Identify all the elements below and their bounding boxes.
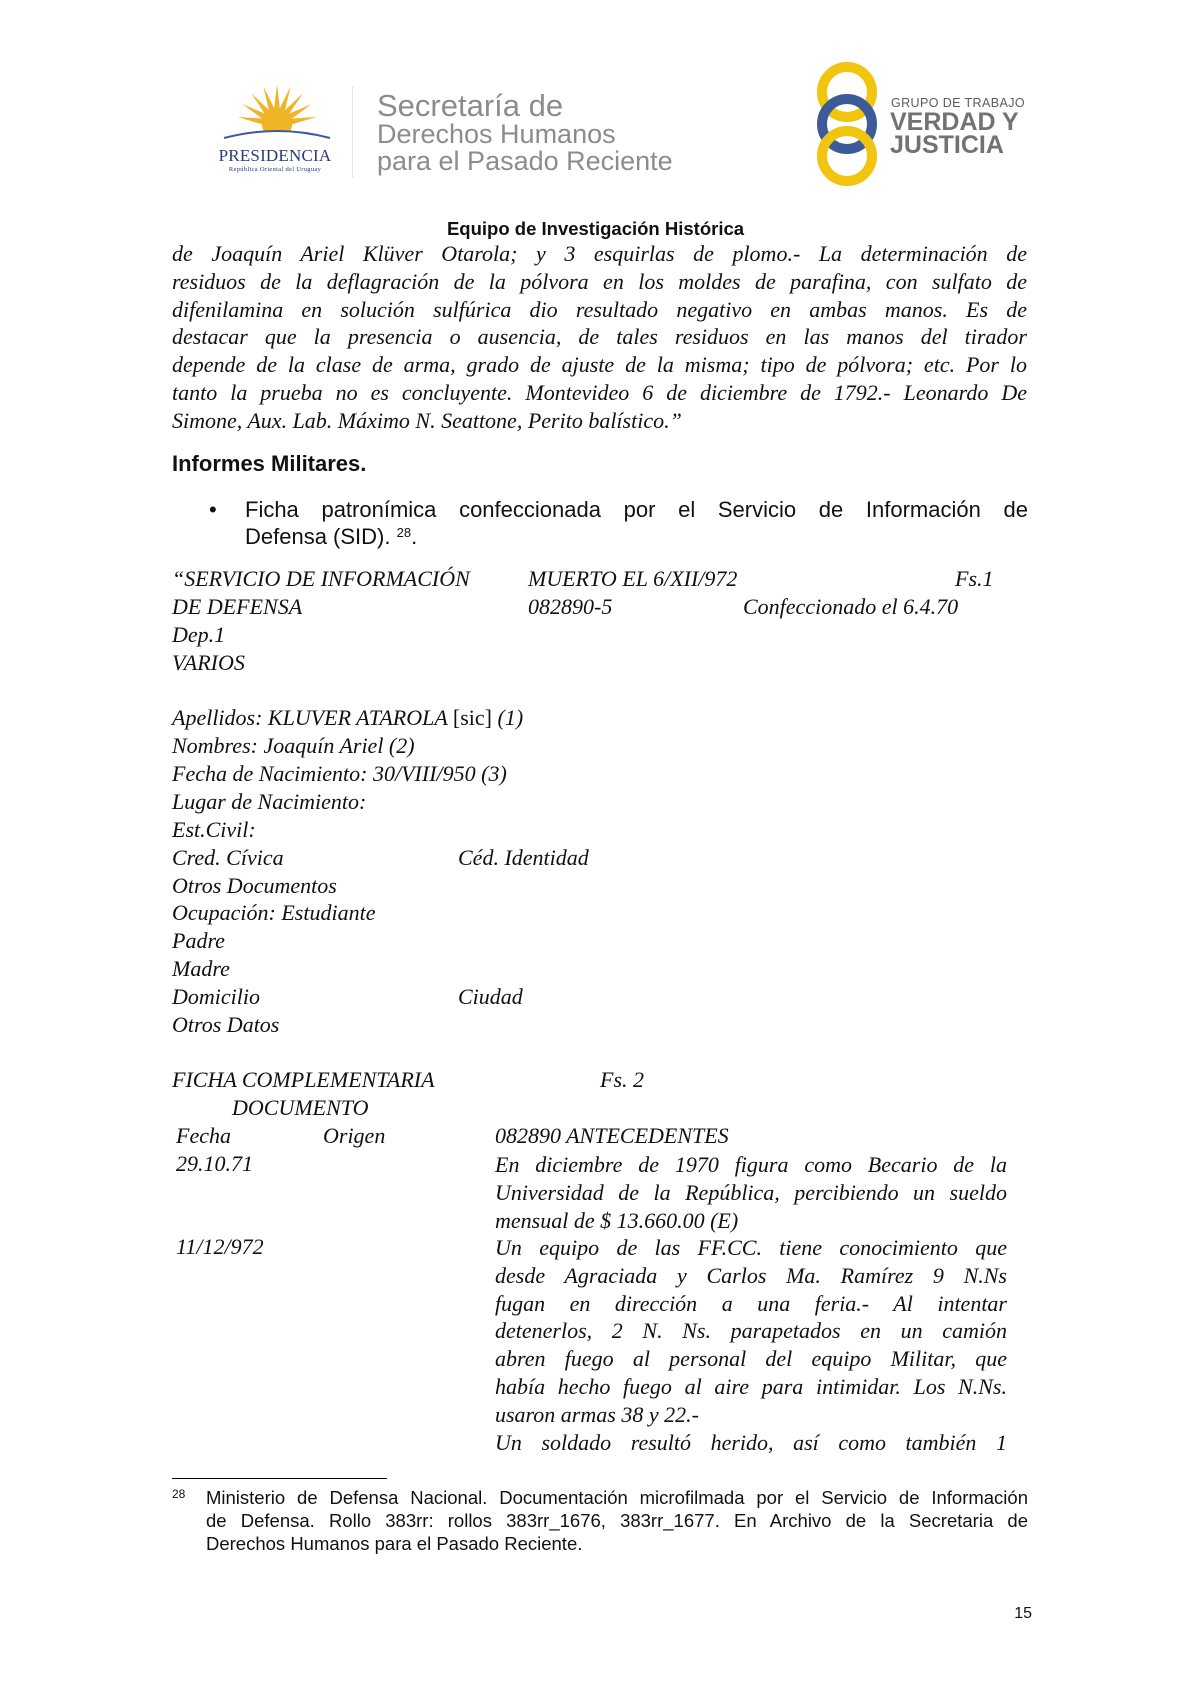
quote-line: tanto la prueba no es concluyente. Montevideo 6 de diciembre de 1792.- Leonardo De [172,379,1027,405]
bullet-end: . [411,524,418,549]
quote-line: residuos de la deflagración de la pólvora en los moldes de parafina, con sulfato de [172,268,1027,294]
ficha-ocupacion: Ocupación: Estudiante [172,900,376,925]
entry-line: desde Agraciada y Carlos Ma. Ramírez 9 N.Ns [495,1262,1007,1288]
sun-emblem-icon [222,80,332,148]
quote-line: depende de la clase de arma, grado de ajuste de la misma; tipo de pólvora; etc. Por lo [172,352,1027,378]
footnote-ref[interactable]: 28 [396,525,412,540]
ficha-apellidos [172,705,523,731]
entry-line: En diciembre de 1970 figura como Becario de la [495,1152,1007,1177]
ficha-header-line-2: DE DEFENSA [172,594,303,619]
ficha-nombres: Nombres: Joaquín Ariel (2) [172,733,415,758]
verdad-label: VERDAD Y [890,108,1019,136]
ficha-number: 082890-5 [528,594,613,619]
justicia-label: JUSTICIA [890,131,1004,159]
ficha-lugar: Lugar de Nacimiento: [172,789,367,814]
secretaria-line-2: Derechos Humanos [377,119,616,149]
footnote-line: Ministerio de Defensa Nacional. Documentación microfilmada por el Servicio de Información [206,1487,1028,1508]
column-header-antecedentes: 082890 ANTECEDENTES [495,1123,729,1148]
entry-line: Universidad de la República, percibiendo un sueldo [495,1179,1007,1205]
ficha-header-line-3: Dep.1 [172,622,226,647]
entry-line: Un equipo de las FF.CC. tiene conocimiento que [495,1235,1007,1260]
quote-line: de Joaquín Ariel Klüver Otarola; y 3 esquirlas de plomo.- La determinación de [172,241,1027,266]
quote-line: destacar que la presencia o ausencia, de tales residuos en las manos del tirador [172,324,1027,350]
ficha-header-line-1: “SERVICIO DE INFORMACIÓN [172,566,470,591]
ficha-domicilio: Domicilio [172,984,260,1009]
apellidos-text: Apellidos: KLUVER ATAROLA [172,705,453,730]
ficha-otrosdatos: Otros Datos [172,1012,280,1037]
footnote-line: Derechos Humanos para el Pasado Reciente. [206,1533,583,1554]
team-title: Equipo de Investigación Histórica [446,218,745,239]
quote-paragraph [172,240,1027,435]
quote-line: Simone, Aux. Lab. Máximo N. Seattone, Perito balístico.” [172,407,682,433]
footnote-number: 28 [172,1487,186,1501]
secretaria-line-3: para el Pasado Reciente [377,146,673,176]
ficha-muerto: MUERTO EL 6/XII/972 [528,566,738,591]
grupo-trabajo-label: GRUPO DE TRABAJO [891,96,1025,110]
ficha-fs: Fs.1 [955,566,994,591]
complementaria-title: FICHA COMPLEMENTARIA [172,1067,435,1092]
entry-fecha: 11/12/972 [176,1234,264,1259]
ficha-ciudad: Ciudad [458,984,523,1009]
footnote-separator [172,1478,387,1479]
complementaria-fs: Fs. 2 [600,1067,644,1092]
ficha-estcivil: Est.Civil: [172,817,256,842]
secretaria-line-1: Secretaría de [377,88,564,123]
entry-antecedentes [495,1234,1007,1456]
column-header-fecha: Fecha [176,1123,231,1148]
ficha-credcivica: Cred. Cívica [172,845,284,870]
footnote-text [206,1486,1028,1555]
ficha-confeccionado: Confeccionado el 6.4.70 [743,594,959,619]
entry-line: Un soldado resultó herido, así como también 1 [495,1429,1007,1455]
section-heading: Informes Militares. [172,451,367,476]
entry-line: detenerlos, 2 N. Ns. parapetados en un camión [495,1318,1007,1344]
ficha-otrosdoc: Otros Documentos [172,873,337,898]
entry-line: fugan en dirección a una feria.- Al intentar [495,1290,1007,1316]
bullet-text-line-2 [245,524,417,550]
entry-line: había hecho fuego al aire para intimidar. Los N.Ns. [495,1373,1007,1399]
ficha-cedula: Céd. Identidad [458,845,589,870]
footnote-line: de Defensa. Rollo 383rr: rollos 383rr_1676, 383rr_1677. En Archivo de la Secretaria de [206,1510,1028,1531]
ficha-madre: Madre [172,956,230,981]
complementaria-documento: DOCUMENTO [232,1095,369,1120]
entry-line: usaron armas 38 y 22.- [495,1401,699,1427]
presidencia-subtitle: República Oriental del Uruguay [228,166,322,173]
page-number: 15 [1014,1605,1032,1622]
sic-note: [sic] [452,705,493,730]
entry-fecha: 29.10.71 [176,1151,253,1176]
entry-antecedentes [495,1151,1007,1234]
header-divider [352,86,353,178]
quote-line: difenilamina en solución sulfúrica dio resultado negativo en ambas manos. Es de [172,296,1027,322]
verdad-justicia-rings-icon [812,62,882,187]
ficha-header-line-4: VARIOS [172,650,245,675]
bullet-text-line-1: Ficha patronímica confeccionada por el Servicio de Información de [245,497,1028,522]
column-header-origen: Origen [323,1123,386,1148]
bullet-text: Defensa (SID). [245,524,397,549]
bullet-marker: • [209,497,217,522]
ficha-nacimiento: Fecha de Nacimiento: 30/VIII/950 (3) [172,761,507,786]
entry-line: abren fuego al personal del equipo Militar, que [495,1346,1007,1372]
ficha-padre: Padre [172,928,225,953]
presidencia-label: PRESIDENCIA [218,146,332,165]
apellidos-ref: (1) [492,705,524,730]
entry-line: mensual de $ 13.660.00 (E) [495,1207,739,1233]
